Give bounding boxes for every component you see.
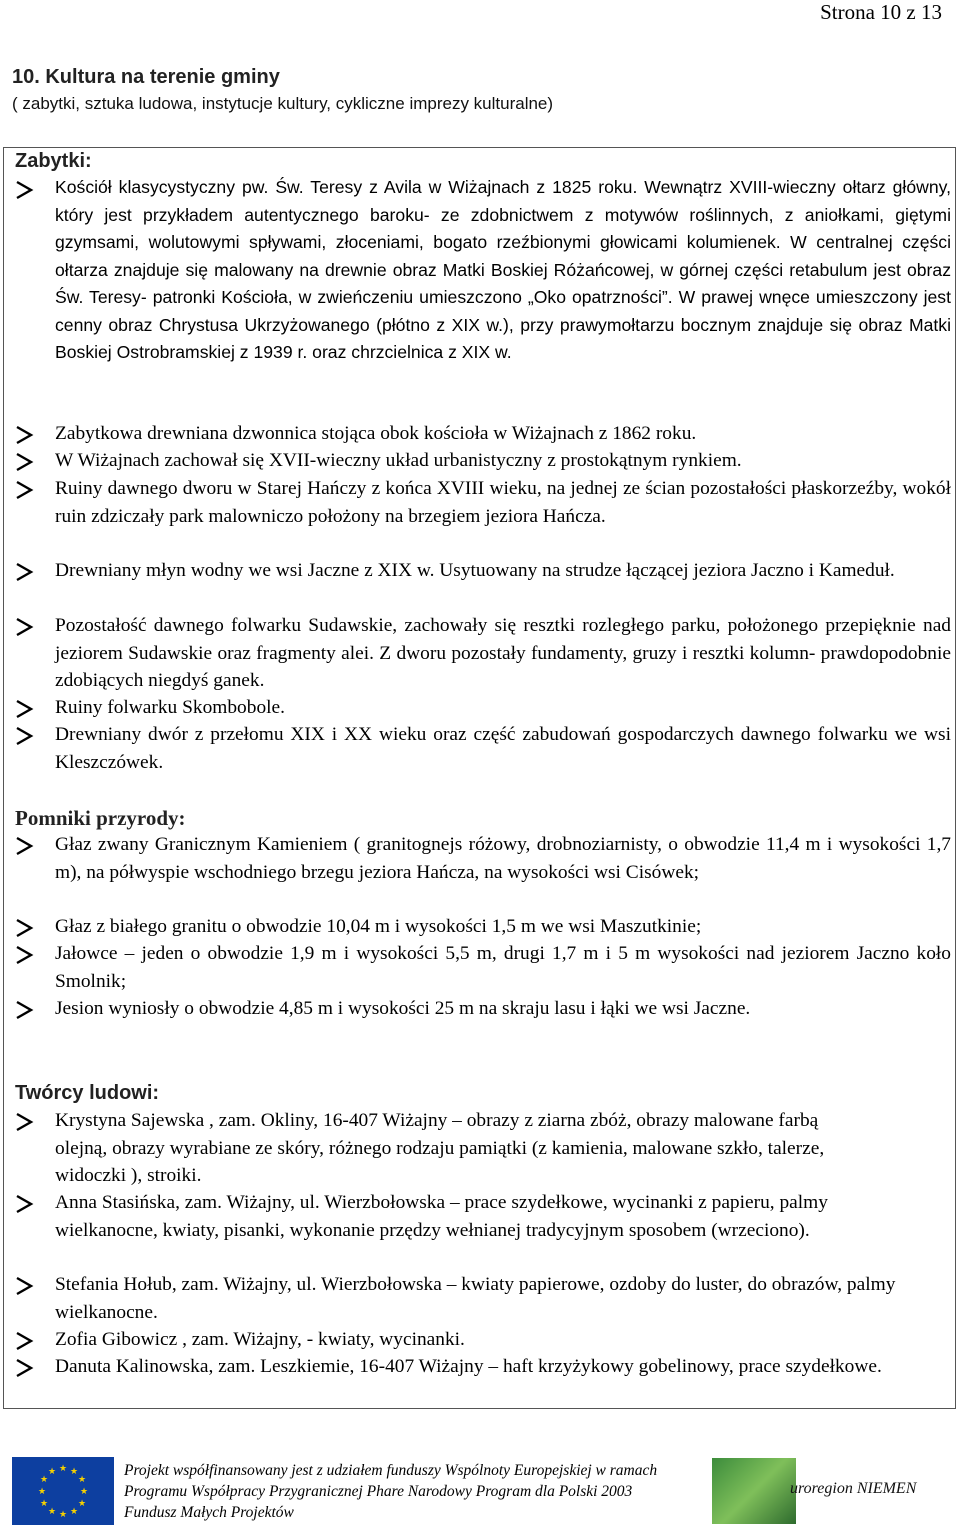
arrow-bullet-icon (14, 1000, 34, 1020)
svg-text:★: ★ (47, 1507, 57, 1517)
eu-flag-logo (12, 1457, 114, 1525)
svg-text:★: ★ (77, 1475, 87, 1485)
euroregion-logo-text: uroregion NIEMEN (790, 1480, 917, 1497)
tworcy-item: Anna Stasińska, zam. Wiżajny, ul. Wierzbołowska – prace szydełkowe, wycinanki z papieru, palmy wielkanocne, kwiaty, pisanki, wykonanie przędzy wełnianej tradycyjnym sposobem (wrzeciono). (55, 1192, 828, 1241)
arrow-bullet-icon (14, 562, 34, 582)
svg-text:★: ★ (58, 1464, 68, 1474)
tworcy-item: Krystyna Sajewska , zam. Okliny, 16-407 Wiżajny – obrazy z ziarna zbóż, obrazy malowane farbą olejną, obrazy wyrabiane ze skóry, różnego rodzaju pamiątki (z kamienia, malowane szkło, talerze, widoczki ), stroiki. (55, 1110, 825, 1186)
section-title: 10. Kultura na terenie gminy (12, 66, 280, 88)
arrow-bullet-icon (14, 918, 34, 938)
svg-text:★: ★ (79, 1487, 89, 1497)
footer-line: Projekt współfinansowany jest z udziałem funduszy Wspólnoty Europejskiej w ramach (124, 1462, 658, 1479)
svg-text:★: ★ (39, 1499, 49, 1509)
pomniki-heading: Pomniki przyrody: (15, 806, 186, 830)
zabytki-item: Ruiny dawnego dworu w Starej Hańczy z końca XVIII wieku, na jednej ze ścian pozostałości płaskorzeźby, wokół ruin zdziczały park malowniczo położony na brzegiem jeziora Hańcza. (55, 478, 951, 527)
arrow-bullet-icon (14, 1358, 34, 1378)
zabytki-item: Pozostałość dawnego folwarku Sudawskie, zachowały się resztki rozległego parku, położonego przepięknie nad jeziorem Sudawskie oraz fragmenty alei. Z dworu pozostały fundamenty, gruzy i resztki kolumn- prawdopodobnie zdobiących niegdyś ganek. (55, 615, 951, 691)
section-subtitle: ( zabytki, sztuka ludowa, instytucje kultury, cykliczne imprezy kulturalne) (12, 94, 554, 113)
euroregion-logo (712, 1458, 796, 1524)
arrow-bullet-icon (14, 617, 34, 637)
arrow-bullet-icon (14, 945, 34, 965)
svg-text:★: ★ (77, 1499, 87, 1509)
pomniki-item: Jałowce – jeden o obwodzie 1,9 m i wysokości 5,5 m, drugi 1,7 m i 5 m wysokości nad jeziorem Jaczno koło Smolnik; (55, 943, 951, 992)
svg-text:★: ★ (69, 1507, 79, 1517)
arrow-bullet-icon (14, 699, 34, 719)
arrow-bullet-icon (14, 425, 34, 445)
arrow-bullet-icon (14, 836, 34, 856)
zabytki-item: Drewniany dwór z przełomu XIX i XX wieku oraz część zabudowań gospodarczych dawnego folwarku we wsi Kleszczówek. (55, 724, 951, 773)
arrow-bullet-icon (14, 480, 34, 500)
zabytki-item: Drewniany młyn wodny we wsi Jaczne z XIX w. Usytuowany na strudze łączącej jeziora Jaczno i Kameduł. (55, 560, 895, 581)
svg-text:★: ★ (58, 1510, 68, 1520)
footer-funding-note (124, 1460, 684, 1523)
zabytki-item: Ruiny folwarku Skombobole. (55, 697, 285, 718)
arrow-bullet-icon (14, 1194, 34, 1214)
arrow-bullet-icon (14, 1276, 34, 1296)
arrow-bullet-icon (14, 180, 34, 200)
arrow-bullet-icon (14, 1331, 34, 1351)
zabytki-heading: Zabytki: (15, 150, 92, 172)
tworcy-item: Danuta Kalinowska, zam. Leszkiemie, 16-407 Wiżajny – haft krzyżykowy gobelinowy, prace szydełkowe. (55, 1356, 882, 1377)
arrow-bullet-icon (14, 1112, 34, 1132)
page-number: Strona 10 z 13 (820, 0, 942, 24)
tworcy-item: Stefania Hołub, zam. Wiżajny, ul. Wierzbołowska – kwiaty papierowe, ozdoby do luster, do obrazów, palmy wielkanocne. (55, 1274, 896, 1323)
svg-text:★: ★ (47, 1467, 57, 1477)
footer-line: Fundusz Małych Projektów (124, 1504, 294, 1521)
pomniki-item: Głaz zwany Granicznym Kamieniem ( granitognejs różowy, drobnoziarnisty, o obwodzie 11,4 m i wysokości 1,7 m), na półwyspie wschodniego brzegu jeziora Hańcza, na wysokości wsi Cisówek; (55, 834, 951, 883)
tworcy-heading: Twórcy ludowi: (15, 1082, 160, 1104)
arrow-bullet-icon (14, 452, 34, 472)
arrow-bullet-icon (14, 726, 34, 746)
pomniki-item: Głaz z białego granitu o obwodzie 10,04 m i wysokości 1,5 m we wsi Maszutkinie; (55, 916, 702, 937)
svg-text:★: ★ (39, 1475, 49, 1485)
tworcy-item: Zofia Gibowicz , zam. Wiżajny, - kwiaty, wycinanki. (55, 1329, 465, 1350)
pomniki-item: Jesion wyniosły o obwodzie 4,85 m i wysokości 25 m na skraju lasu i łąki we wsi Jaczne. (55, 998, 751, 1019)
zabytki-item: Zabytkowa drewniana dzwonnica stojąca obok kościoła w Wiżajnach z 1862 roku. (55, 423, 697, 444)
svg-text:★: ★ (69, 1467, 79, 1477)
zabytki-item: W Wiżajnach zachował się XVII-wieczny układ urbanistyczny z prostokątnym rynkiem. (55, 450, 742, 471)
svg-text:★: ★ (37, 1487, 47, 1497)
zabytki-item: Kościół klasycystyczny pw. Św. Teresy z Avila w Wiżajnach z 1825 roku. Wewnątrz XVIII-wieczny ołtarz główny, który jest przykładem autentycznego baroku- ze zdobnictwem z motywów roślinnych, z aniołkami, giętymi gzymsami, wolutowymi spływami, złoceniami, bogato rzeźbionymi głowicami kolumienek. W centralnej części ołtarza znajduje się malowany na drewnie obraz Matki Boskiej Różańcowej, w górnej części retabulum jest obraz Św. Teresy- patronki Kościoła, w zwieńczeniu umieszczono „Oko opatrzności”. W prawej wnęce umieszczony jest cenny obraz Chrystusa Ukrzyżowanego (płótno z XIX w.), przy prawymołtarzu bocznym znajduje się obraz Matki Boskiej Ostrobramskiej z 1939 r. oraz chrzcielnica z XIX w. (55, 177, 951, 362)
footer-line: Programu Współpracy Przygranicznej Phare Narodowy Program dla Polski 2003 (124, 1483, 633, 1500)
